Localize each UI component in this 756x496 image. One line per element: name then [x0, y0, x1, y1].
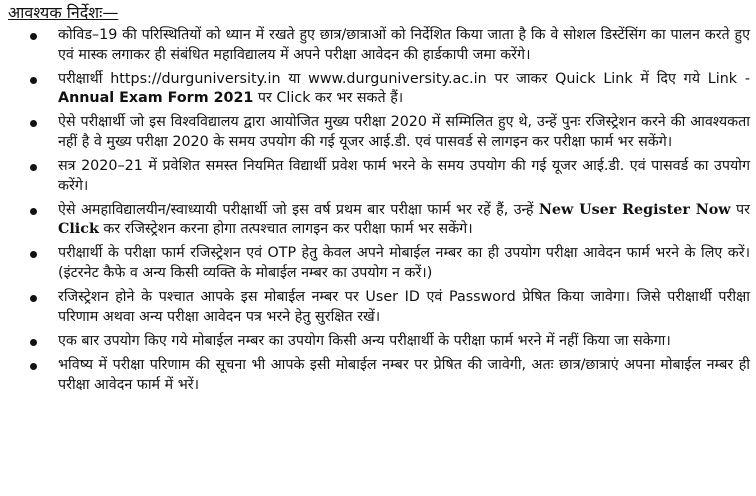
instruction-text-part: पर Click कर भर सकते हैं।	[253, 90, 404, 107]
instruction-item-credentials	[8, 288, 750, 327]
instruction-text-part: ऐसे अमहाविद्यालयीन/स्वाध्यायी परीक्षार्थी जो इस वर्ष प्रथम बार परीक्षा फार्म भर रहें हैं, उन्हें	[58, 201, 539, 218]
instruction-text-part: कर रजिस्ट्रेशन करना होगा तत्पश्चात लागइन कर परीक्षा फार्म भर सकेंगे।	[98, 221, 473, 238]
bullet-icon	[30, 251, 37, 258]
bullet-icon	[30, 295, 37, 302]
instruction-text	[58, 201, 750, 240]
instruction-text: ऐसे परीक्षार्थी जो इस विश्वविद्यालय द्वारा आयोजित मुख्य परीक्षा 2020 में सम्मिलित हुए थे, उन्हें पुनः रजिस्ट्रेशन करने की आवश्यकता नहीं है वे मुख्य परीक्षा 2020 के समय उपयोग की गई यूजर आई.डी. एवं पासवर्ड से लागइन कर परीक्षा फार्म भर सकेंगे।	[58, 114, 750, 150]
instruction-item-otp	[8, 244, 750, 283]
bullet-icon	[30, 33, 37, 40]
instruction-text: कोविड–19 की परिस्थितियों को ध्यान में रखते हुए छात्र/छात्राओं को निर्देशित किया जाता है कि वे सोशल डिस्टेंसिंग का पालन करते हुए एवं मास्क लगाकर ही संबंधित महाविद्यालय में अपने परीक्षा आवेदन की हार्डकापी जमा करेंगे।	[58, 27, 750, 63]
instruction-text: सत्र 2020–21 में प्रवेशित समस्त नियमित विद्यार्थी प्रवेश फार्म भरने के समय उपयोग की गई यूजर आई.डी. एवं पासवर्ड का उपयोग करेंगे।	[58, 158, 750, 194]
instruction-text-part: परीक्षार्थी https://durguniversity.in या www.durguniversity.ac.in पर जाकर Quick Link में दिए गये Link -	[58, 70, 750, 87]
instruction-text: रजिस्ट्रेशन होने के पश्चात आपके इस मोबाईल नम्बर पर User ID एवं Password प्रेषित किया जावेगा। जिसे परीक्षार्थी परीक्षा परिणाम अथवा अन्य परीक्षा आवेदन पत्र भरने हेतु सुरक्षित रखें।	[58, 289, 750, 325]
instruction-item-mobile-reuse	[8, 332, 750, 352]
bullet-icon	[30, 208, 37, 215]
instruction-text: भविष्य में परीक्षा परिणाम की सूचना भी आपके इसी मोबाईल नम्बर पर प्रेषित की जावेगी, अतः छात्र/छात्राएं अपना मोबाईल नम्बर ही परीक्षा आवेदन फार्म में भरें।	[58, 356, 750, 393]
instruction-item-new-user	[8, 201, 750, 240]
instruction-text: परीक्षार्थी के परीक्षा फार्म रजिस्ट्रेशन एवं OTP हेतु केवल अपने मोबाईल नम्बर का ही उपयोग परीक्षा आवेदन फार्म भरने के लिए करें। (इंटरनेट कैफे व अन्य किसी व्यक्ति के मोबाईल नम्बर का उपयोग न करें।)	[58, 245, 750, 282]
bullet-icon	[30, 120, 37, 127]
instruction-item-website	[8, 70, 750, 109]
bullet-icon	[30, 77, 37, 84]
instruction-text: एक बार उपयोग किए गये मोबाईल नम्बर का उपयोग किसी अन्य परीक्षार्थी के परीक्षा फार्म भरने में नहीं किया जा सकेगा।	[58, 332, 671, 349]
instruction-list	[8, 26, 750, 395]
new-user-register-label: New User Register Now	[538, 201, 731, 218]
instruction-item-covid	[8, 26, 750, 65]
instruction-item-previous-exam	[8, 113, 750, 152]
bullet-icon	[30, 339, 37, 346]
click-label: Click	[58, 221, 99, 238]
annual-exam-form-label: Annual Exam Form 2021	[58, 90, 254, 107]
bullet-icon	[30, 363, 37, 370]
instruction-item-result-notice	[8, 356, 750, 395]
instruction-text	[58, 70, 750, 109]
instruction-item-regular-students	[8, 157, 750, 196]
instruction-text-part: पर	[730, 201, 750, 218]
bullet-icon	[30, 164, 37, 171]
notice-heading: आवश्यक निर्देशः—	[8, 3, 119, 22]
